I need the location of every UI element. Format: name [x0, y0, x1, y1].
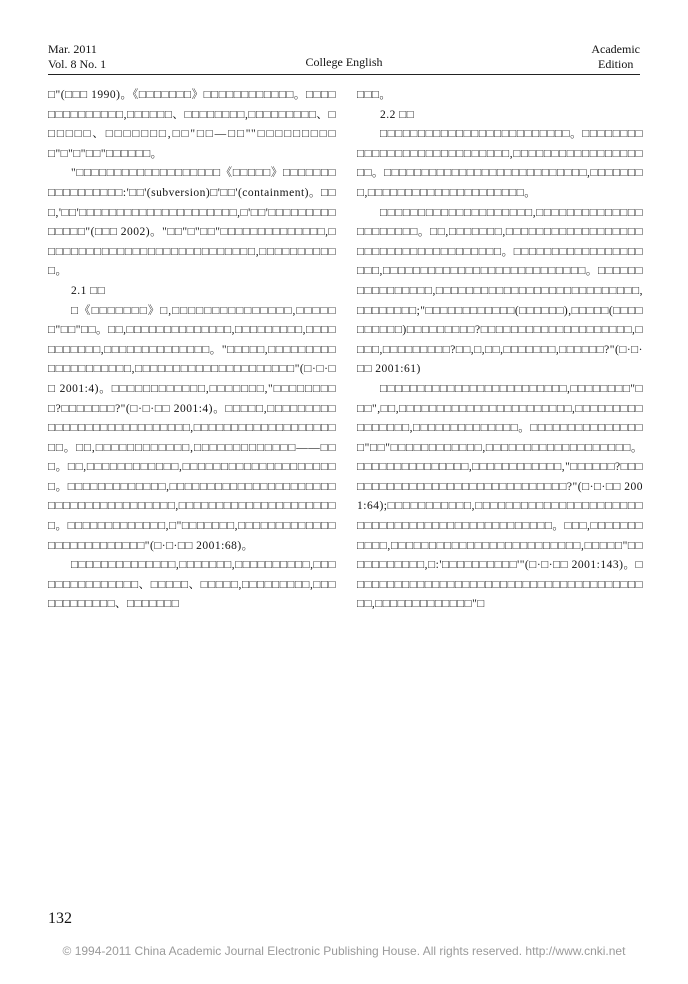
header-rule — [48, 74, 640, 75]
section-heading: 2.2 □□ — [380, 108, 415, 121]
paragraph: □《□□□□□□□》□,□□□□□□□□□□□□□□□,□□□□□□"□□"□□。□□,□□□□□□□□□□□□□□,□□□□□□□□□,□□□□□□□□□□□,□□□□□□□□□□□□□□。"□□□□□,□□□□□□□□□□□□□□□□□□□□,□□□□□□□□□□□□□□□□□□□□□"(□·□·□□ 2001:4)。□□□□□□□□□□□□,□□□□□□□,"□□□□□□□□□?□□□□□□□?"(□·□·□□ 2001:4)。□□□□□,□□□□□□□□□□□□□□□□□□□□□□□□□□□□,□□□□□□□□□□□□□□□□□□□□□。□□,□□□□□□□□□□□□,□□□□□□□□□□□□□——□□□。□□,□□□□□□□□□□□□,□□□□□□□□□□□□□□□□□□□□□。□□□□□□□□□□□□□,□□□□□□□□□□□□□□□□□□□□□□□□□□□□□□□□□□□□□□□,□□□□□□□□□□□□□□□□□□□□□□。□□□□□□□□□□□□□,□"□□□□□□□,□□□□□□□□□□□□□□□□□□□□□□□□□□"(□·□·□□ 2001:68)。 — [48, 304, 336, 552]
left-column — [48, 86, 336, 615]
edition-line-1: Academic — [591, 42, 640, 56]
section-heading: 2.1 □□ — [71, 284, 106, 297]
paragraph: □□□。 — [357, 89, 392, 101]
paragraph: □□□□□□□□□□□□□□□□□□□□,□□□□□□□□□□□□□□□□□□□□□□。□□,□□□□□□□,□□□□□□□□□□□□□□□□□□□□□□□□□□□□□□□□□□□□□。□□□□□□□□□□□□□□□□□□□□,□□□□□□□□□□□□□□□□□□□□□□□□□□□。□□□□□□□□□□□□□□□□,□□□□□□□□□□□□□□□□□□□□□□□□□□□,□□□□□□□□;"□□□□□□□□□□□□(□□□□□□),□□□□□(□□□□□□□□□□)□□□□□□□□□?□□□□□□□□□□□□□□□□□□□□,□□□□,□□□□□□□□□?□□,□,□□,□□□□□□□,□□□□□□?"(□·□·□□ 2001:61) — [357, 206, 643, 376]
paragraph: □□□□□□□□□□□□□□,□□□□□□□,□□□□□□□□□□,□□□□□□□□□□□□□□□、□□□□□、□□□□□,□□□□□□□□□,□□□□□□□□□□□□、□□□□□□□ — [48, 559, 336, 611]
issue-date: Mar. 2011 — [48, 42, 97, 56]
paragraph: □"(□□□ 1990)。《□□□□□□□》□□□□□□□□□□□□。□□□□□□□□□□□□□□,□□□□□□、□□□□□□□□,□□□□□□□□□、□□□□□□、□□□□□□□,□□"□□—□□""□□□□□□□□□□"□"□"□□"□□□□□□。 — [48, 89, 336, 160]
edition-label — [591, 42, 640, 72]
paragraph: "□□□□□□□□□□□□□□□□□□□《□□□□□》□□□□□□□□□□□□□□□□□:'□□'(subversion)□'□□'(containment)。□□□,'□□'□□□□□□□□□□□□□□□□□□□□□,□'□□'□□□□□□□□□□□□□□"(□□□ 2002)。"□□"□"□□"□□□□□□□□□□□□□□,□□□□□□□□□□□□□□□□□□□□□□□□□□□□,□□□□□□□□□□□。 — [48, 167, 336, 278]
paragraph: □□□□□□□□□□□□□□□□□□□□□□□□□,□□□□□□□□"□□□",□□,□□□□□□□□□□□□□□□□□□□□□□□,□□□□□□□□□□□□□□□□,□□□□□□□□□□□□□□。□□□□□□□□□□□□□□□□"□□"□□□□□□□□□□□□,□□□□□□□□□□□□□□□□□□□。□□□□□□□□□□□□□□□,□□□□□□□□□□□□,"□□□□□□?□□□□□□□□□□□□□□□□□□□□□□□□□□□□□□□?"(□·□·□□ 2001:64);□□□□□□□□□□□,□□□□□□□□□□□□□□□□□□□□□□□□□□□□□□□□□□□□□□□□□□□□□□□□。□□□,□□□□□□□□□□□,□□□□□□□□□□□□□□□□□□□□□□□□□,□□□□□"□□□□□□□□□□□,□:'□□□□□□□□□□'"(□·□·□□ 2001:143)。□□□□□□□□□□□□□□□□□□□□□□□□□□□□□□□□□□□□□□□□□,□□□□□□□□□□□□□"□ — [357, 382, 643, 611]
journal-title: College English — [305, 55, 383, 69]
paragraph: □□□□□□□□□□□□□□□□□□□□□□□□□。□□□□□□□□□□□□□□□□□□□□□□□□□□□□,□□□□□□□□□□□□□□□□□□□。□□□□□□□□□□□□□□□□□□□□□□□□□□□,□□□□□□□□,□□□□□□□□□□□□□□□□□□□□□。 — [357, 128, 643, 199]
issue-volume: Vol. 8 No. 1 — [48, 57, 107, 71]
right-column — [357, 86, 643, 615]
page-number: 132 — [48, 910, 72, 927]
edition-line-2: Edition — [598, 57, 634, 71]
copyright-footer: © 1994-2011 China Academic Journal Electronic Publishing House. All rights reserved. http://www.cnki.net — [62, 944, 626, 958]
